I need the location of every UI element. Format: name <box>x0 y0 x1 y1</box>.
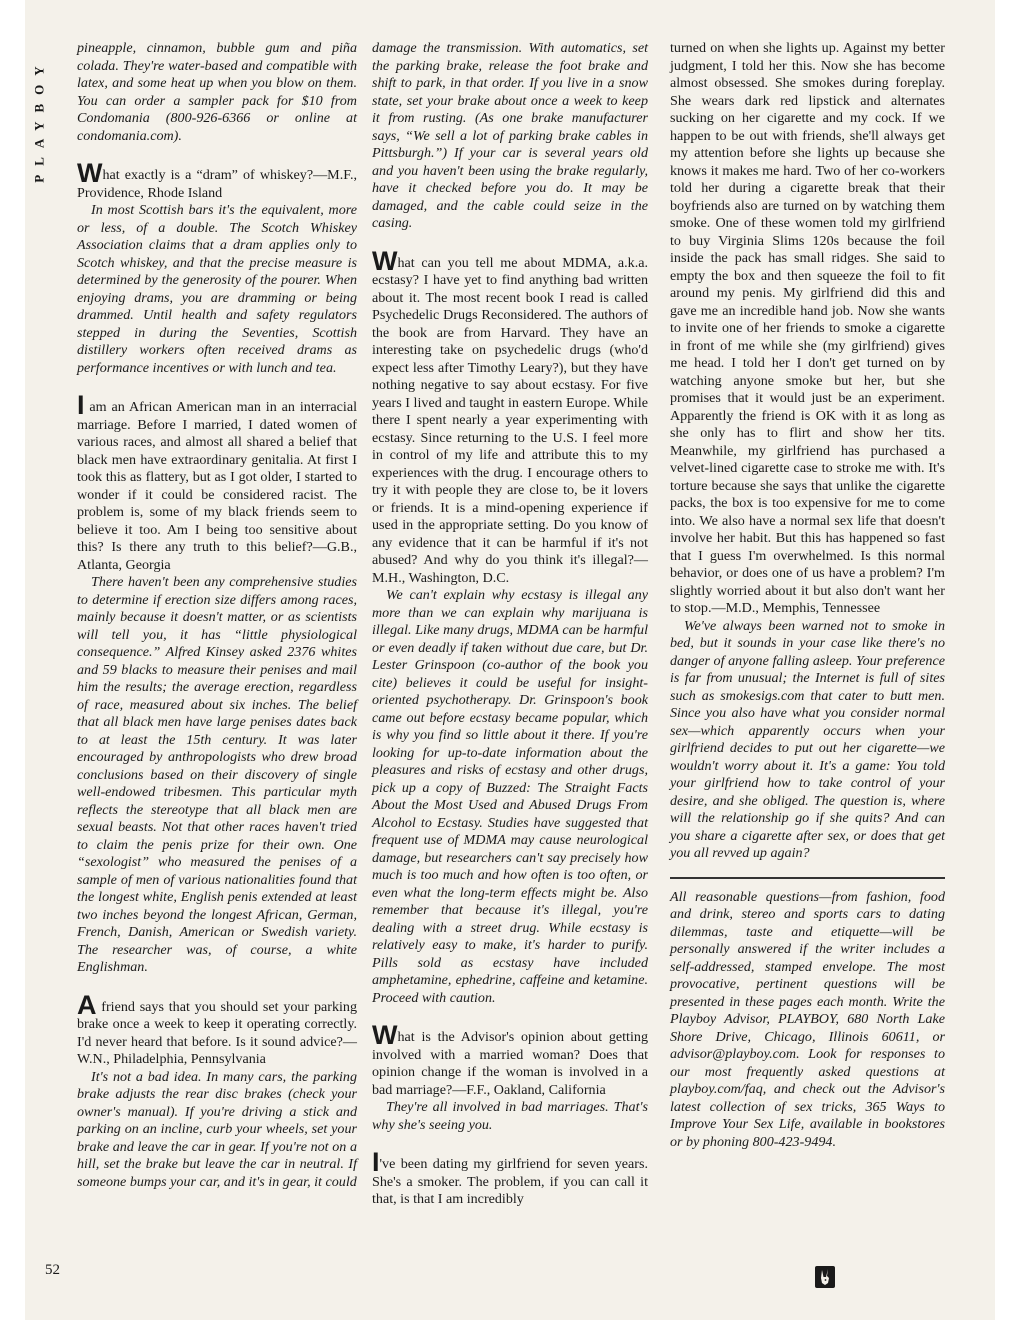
question <box>77 158 357 202</box>
advisor-info: All reasonable questions—from fashion, food and drink, stereo and sports cars to dating dilemmas, taste and etiquette—will be personally answered if the writer includes a self-addressed, stamped envelope. The most provocative, pertinent questions will be presented in these pages each month. Write the Playboy Advisor, PLAYBOY, 680 North Lake Shore Drive, Chicago, Illinois 60611, or advisor@playboy.com. Look for responses to our most frequently asked questions at playboy.com/faq, and check out the Advisor's latest collection of sex tricks, 365 Ways to Improve Your Sex Life, available in bookstores or by phoning 800-423-9494. <box>670 888 945 1150</box>
column-1 <box>77 40 357 1191</box>
running-head: PLAYBOY <box>32 57 47 183</box>
column-2 <box>372 40 648 1209</box>
drop-cap: W <box>372 1020 398 1050</box>
column-3 <box>670 40 945 1151</box>
drop-cap: A <box>77 989 97 1020</box>
question <box>372 1147 648 1209</box>
answer-text: There haven't been any comprehensive studies to determine if erection size differs among races, mainly because it doesn't matter, or as scientists will tell you, it has “little physiological consequence.” Alfred Kinsey asked 2376 whites and 59 blacks to measure their penises and mail him the results; the average erection, regardless of race, measured about six inches. The belief that all black men have large penises dates back to at least the 15th century. It was later encouraged by anthropologists who drew broad conclusions based on their discovery of single well-endowed tribesmen. This particular myth reflects the stereotype that all black men are sexual beasts. Not that other races haven't tried to claim the penis prize for their own. One “sexologist” who measured the penises of a sample of men of various nationalities found that the longest white, English penis extended at least two inches beyond the longest African, German, French, Danish, American or Swedish variety. The researcher was, of course, a white Englishman. <box>77 574 357 975</box>
page-number: 52 <box>45 1262 60 1278</box>
drop-cap: I <box>77 390 85 420</box>
answer-text: We've always been warned not to smoke in bed, but it sounds in your case like there's no danger of anyone falling asleep. Your preference is far from unusual; the Internet is full of sites such as smokesigs.com that cater to butt men. Since you also have what you consider normal sex—which apparently occurs when your girlfriend decides to put out her cigarette—we wouldn't worry about it. It's a game: You told your girlfriend how to take control of your desire, and she obliged. The question is, where will the relationship go if she quits? And can you share a cigarette after sex, or does that get you all revved up again? <box>670 617 945 861</box>
question-text: am an African American man in an interracial marriage. Before I married, I dated women of various races, and almost all shared a belief that black men have extraordinary genitalia. At first I took this as flattery, but as I got older, I started to wonder if it could be considered racist. The problem is, some of my black friends seem to believe it too. Am I being too sensitive about this? Is there any truth to this belief?—G.B., Atlanta, Georgia <box>77 399 357 573</box>
question-text: friend says that you should set your parking brake once a week to keep it operating correctly. I'd never heard that before. Is it sound advice?—W.N., Philadelphia, Pennsylvania <box>77 998 357 1067</box>
answer-text: In most Scottish bars it's the equivalent, more or less, of a double. The Scotch Whiskey Association claims that a dram applies only to Scotch whiskey, and that the precise measure is determined by the generosity of the pourer. When enjoying drams, you are dramming or being drammed. Until health and safety regulators stepped in during the Seventies, Scottish distillery workers often received drams as performance incentives or with lunch and tea. <box>77 202 357 376</box>
question <box>77 989 357 1069</box>
question <box>77 390 357 574</box>
question <box>372 1020 648 1099</box>
drop-cap: W <box>372 245 398 276</box>
answer-text: damage the transmission. With automatics, set the parking brake, release the foot brake and shift to park, in that order. If you live in a snow state, set your brake about once a week to keep it from rusting. (As one brake manufacturer says, “We sell a lot of parking brake cables in Pittsburgh.”) If your car is several years old and you haven't been using the brake regularly, have it checked before you do. It may be damaged, and the cable could seize in the casing. <box>372 40 648 231</box>
answer-text: pineapple, cinnamon, bubble gum and piña colada. They're water-based and compatible with latex, and some heat up when you blow on them. You can order a sampler pack for $10 from Condomania (800-926-6366 or online at condomania.com). <box>77 40 357 144</box>
answer-text: They're all involved in bad marriages. That's why she's seeing you. <box>372 1099 648 1133</box>
question-text: 've been dating my girlfriend for seven years. She's a smoker. The problem, if you can call it that, is that I am incredibly <box>372 1156 648 1207</box>
answer-text: It's not a bad idea. In many cars, the parking brake adjusts the rear disc brakes (check your owner's manual). If you're driving a stick and parking on an incline, curb your wheels, set your brake and leave the car in gear. If you're not on a hill, set the brake but leave the car in neutral. If someone bumps your car, and it's in gear, it could <box>77 1068 357 1190</box>
question-text: hat exactly is a “dram” of whiskey?—M.F., Providence, Rhode Island <box>77 167 357 201</box>
answer-text: We can't explain why ecstasy is illegal any more than we can explain why marijuana is illegal. Like many drugs, MDMA can be harmful or even deadly if taken without due care, but Dr. Lester Grinspoon (co-author of the book you cite) believes it could be useful for insight-oriented psychotherapy. Dr. Grinspoon's book came out before ecstasy became popular, which is why you find so little about it there. If you're looking for up-to-date information about the pleasures and risks of ecstasy and other drugs, pick up a copy of Buzzed: The Straight Facts About the Most Used and Abused Drugs From Alcohol to Ecstasy. Studies have suggested that frequent use of MDMA may cause neurological damage, but researchers can't say precisely how much is too much and how often is too often, or even what the long-term effects might be. Also remember that because it's illegal, you're dealing with a street drug. While ecstasy is relatively easy to make, it's harder to purify. Pills sold as ecstasy have included amphetamine, ephedrine, caffeine and ketamine. Proceed with caution. <box>372 587 648 1006</box>
rabbit-head-logo-icon <box>815 1266 835 1288</box>
question-text: hat can you tell me about MDMA, a.k.a. ecstasy? I have yet to find anything bad written about it. The most recent book I read is called Psychedelic Drugs Reconsidered. The authors of the book are from Harvard. They have an interesting take on psychedelic drugs (who'd expect less after Timothy Leary?), but they have nothing negative to say about ecstasy. For five years I lived and taught in eastern Europe. While there I spent nearly a year experimenting with ecstasy. Since returning to the U.S. I feel more in control of my life and attribute this to my experiences with the drug. I encourage others to try it with people they are close to, be it lovers or friends. It is a mind-opening experience if used in the appropriate setting. Do you know of any evidence that it can be harmful if it's not abused? And why do you think it's illegal?—M.H., Washington, D.C. <box>372 254 648 586</box>
drop-cap: I <box>372 1147 380 1177</box>
question-text: hat is the Advisor's opinion about getting involved with a married woman? Does that opinion change if the woman is involved in a bad marriage?—F.F., Oakland, California <box>372 1029 648 1098</box>
question <box>372 245 648 588</box>
magazine-page <box>25 0 995 1320</box>
drop-cap: W <box>77 158 103 188</box>
question-text: turned on when she lights up. Against my better judgment, I told her this. Now she has become almost obsessed. She smokes during foreplay. She wears dark red lipstick and alternates sucking on her cigarette and my cock. If we happen to be out with friends, she'll always get my attention before she lights up because she knows it makes me hard. Two of her co-workers told her during a cigarette break that their boyfriends also are turned on by watching them smoke. One of these women told my girlfriend to buy Virginia Slims 120s because the foil inside the pack has small ridges. She said to empty the box and then squeeze the foil to fit around my penis. My girlfriend did this and gave me an incredible hand job. Now she wants to invite one of her friends to smoke a cigarette in front of me while she (my girlfriend) gives me head. I told her I don't get turned on by watching anyone smoke but her, but she promises that it would just be an experiment. Apparently the friend is OK with it as long as she only has to flirt and show her tits. Meanwhile, my girlfriend has purchased a velvet-lined cigarette case to stroke me with. It's torture because she says that unlike the cigarette packs, the box is too expensive for me to come into. We also have a normal sex life that doesn't involve her habit. But this has happened so fast that I guess I'm overwhelmed. Is this normal behavior, or does one of us have a problem? I'm slightly worried about it but also don't want her to stop.—M.D., Memphis, Tennessee <box>670 40 945 616</box>
divider <box>670 877 945 879</box>
